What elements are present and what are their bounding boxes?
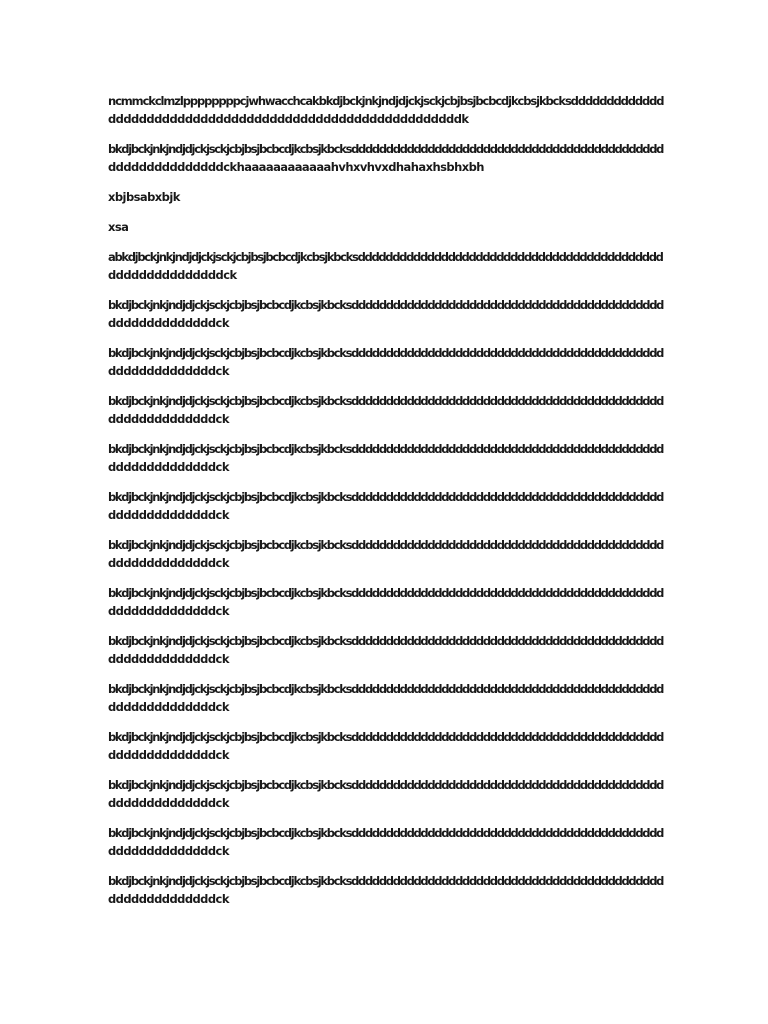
paragraph-line: bkdjbckjnkjndjdjckjsckjcbjbsjbcbcdjkcbsjkbcksddddddddddddddddddddddddddddddddddddddddddddd: [108, 394, 664, 408]
paragraph: [108, 392, 664, 428]
paragraph-line: xbjbsabxbjk: [108, 190, 180, 204]
paragraph: [108, 218, 664, 236]
paragraph-line: bkdjbckjnkjndjdjckjsckjcbjbsjbcbcdjkcbsjkbcksddddddddddddddddddddddddddddddddddddddddddddd: [108, 298, 664, 312]
paragraph-line: dddddddddddddddckhaaaaaaaaaaaahvhxvhvxdhahaxhsbhxbh: [108, 160, 484, 174]
paragraph-line: ddddddddddddddck: [108, 316, 229, 330]
paragraph-line: bkdjbckjnkjndjdjckjsckjcbjbsjbcbcdjkcbsjkbcksddddddddddddddddddddddddddddddddddddddddddddd: [108, 142, 664, 156]
paragraph-line: ddddddddddddddck: [108, 844, 229, 858]
paragraph-line: ddddddddddddddck: [108, 460, 229, 474]
paragraph-line: bkdjbckjnkjndjdjckjsckjcbjbsjbcbcdjkcbsjkbcksddddddddddddddddddddddddddddddddddddddddddddd: [108, 682, 664, 696]
paragraph-line: ddddddddddddddck: [108, 748, 229, 762]
paragraph: [108, 632, 664, 668]
paragraph: [108, 728, 664, 764]
paragraph: [108, 584, 664, 620]
paragraph: [108, 872, 664, 908]
paragraph-line: bkdjbckjnkjndjdjckjsckjcbjbsjbcbcdjkcbsjkbcksddddddddddddddddddddddddddddddddddddddddddddd: [108, 634, 664, 648]
document-body: [108, 92, 664, 920]
paragraph: [108, 344, 664, 380]
paragraph-line: bkdjbckjnkjndjdjckjsckjcbjbsjbcbcdjkcbsjkbcksddddddddddddddddddddddddddddddddddddddddddddd: [108, 778, 664, 792]
paragraph-line: ddddddddddddddck: [108, 892, 229, 906]
paragraph-line: bkdjbckjnkjndjdjckjsckjcbjbsjbcbcdjkcbsjkbcksddddddddddddddddddddddddddddddddddddddddddddd: [108, 586, 664, 600]
paragraph-line: ncmmckclmzlppppppppcjwhwacchcakbkdjbckjnkjndjdjckjsckjcbjbsjbcbcdjkcbsjkbcksddddddddddddd: [108, 94, 664, 108]
paragraph-line: bkdjbckjnkjndjdjckjsckjcbjbsjbcbcdjkcbsjkbcksddddddddddddddddddddddddddddddddddddddddddddd: [108, 442, 664, 456]
paragraph: [108, 488, 664, 524]
paragraph-line: bkdjbckjnkjndjdjckjsckjcbjbsjbcbcdjkcbsjkbcksddddddddddddddddddddddddddddddddddddddddddddd: [108, 346, 664, 360]
paragraph-line: xsa: [108, 220, 129, 234]
paragraph-line: abkdjbckjnkjndjdjckjsckjcbjbsjbcbcdjkcbsjkbcksdddddddddddddddddddddddddddddddddddddddddddd: [108, 250, 663, 264]
paragraph-line: ddddddddddddddck: [108, 604, 229, 618]
paragraph-line: dddddddddddddddck: [108, 268, 237, 282]
paragraph: [108, 680, 664, 716]
paragraph: [108, 824, 664, 860]
paragraph: [108, 140, 664, 176]
paragraph-line: ddddddddddddddck: [108, 412, 229, 426]
paragraph: [108, 248, 664, 284]
paragraph-line: ddddddddddddddck: [108, 508, 229, 522]
paragraph: [108, 296, 664, 332]
paragraph-line: ddddddddddddddck: [108, 700, 229, 714]
paragraph-line: bkdjbckjnkjndjdjckjsckjcbjbsjbcbcdjkcbsjkbcksddddddddddddddddddddddddddddddddddddddddddddd: [108, 874, 664, 888]
paragraph: [108, 188, 664, 206]
paragraph-line: ddddddddddddddck: [108, 796, 229, 810]
paragraph: [108, 92, 664, 128]
paragraph: [108, 440, 664, 476]
paragraph: [108, 776, 664, 812]
paragraph-line: ddddddddddddddck: [108, 364, 229, 378]
paragraph-line: ddddddddddddddck: [108, 652, 229, 666]
paragraph-line: bkdjbckjnkjndjdjckjsckjcbjbsjbcbcdjkcbsjkbcksddddddddddddddddddddddddddddddddddddddddddddd: [108, 730, 664, 744]
paragraph-line: bkdjbckjnkjndjdjckjsckjcbjbsjbcbcdjkcbsjkbcksddddddddddddddddddddddddddddddddddddddddddddd: [108, 538, 664, 552]
paragraph-line: bkdjbckjnkjndjdjckjsckjcbjbsjbcbcdjkcbsjkbcksddddddddddddddddddddddddddddddddddddddddddddd: [108, 490, 664, 504]
paragraph-line: ddddddddddddddck: [108, 556, 229, 570]
paragraph-line: bkdjbckjnkjndjdjckjsckjcbjbsjbcbcdjkcbsjkbcksddddddddddddddddddddddddddddddddddddddddddddd: [108, 826, 664, 840]
paragraph: [108, 536, 664, 572]
paragraph-line: ddddddddddddddddddddddddddddddddddddddddddddddk: [108, 112, 469, 126]
